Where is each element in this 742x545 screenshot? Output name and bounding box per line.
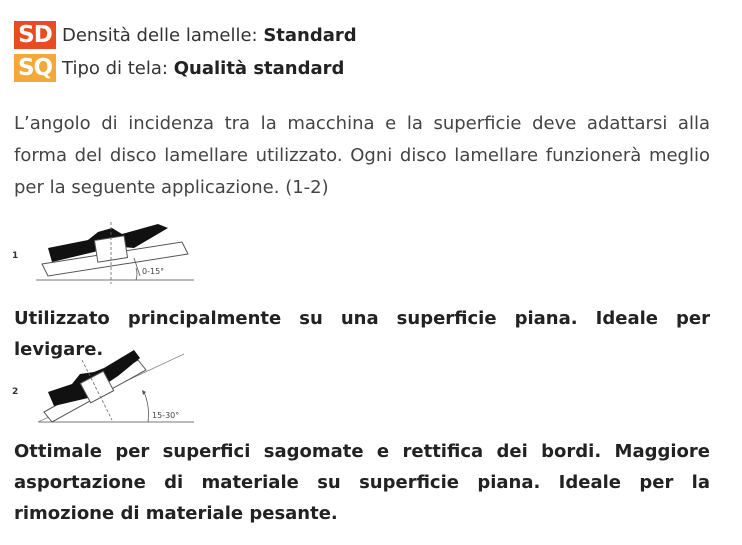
density-row: [14, 21, 357, 49]
figure-2-angle: 15-30°: [152, 411, 180, 420]
cloth-badge: SQ: [14, 54, 56, 82]
density-label: Densità delle lamelle:: [62, 24, 258, 46]
caption-2: Ottimale per superfici sagomate e rettifica dei bordi. Maggiore asportazione di materiale su superficie piana. Ideale per la rimozione di materiale pesante.: [14, 441, 710, 524]
cloth-value: Qualità standard: [173, 57, 345, 79]
density-badge: SD: [14, 21, 56, 49]
intro-paragraph: L’angolo di incidenza tra la macchina e la superficie deve adattarsi alla forma del disco lamellare utilizzato. Ogni disco lamellare funzionerà meglio per la seguente applicazione. (1-2): [14, 113, 710, 198]
density-text: [62, 25, 357, 46]
caption-1: Utilizzato principalmente su una superficie piana. Ideale per levigare.: [14, 308, 710, 360]
density-value: Standard: [263, 24, 357, 46]
figure-2-diagram: [8, 340, 198, 430]
figure-1-diagram: [8, 218, 198, 290]
cloth-text: [62, 58, 344, 79]
figure-1-angle: 0-15°: [142, 267, 165, 276]
figure-2-number: 2: [12, 387, 19, 397]
figure-1-number: 1: [12, 251, 19, 261]
cloth-row: [14, 54, 344, 82]
cloth-label: Tipo di tela:: [62, 57, 168, 79]
